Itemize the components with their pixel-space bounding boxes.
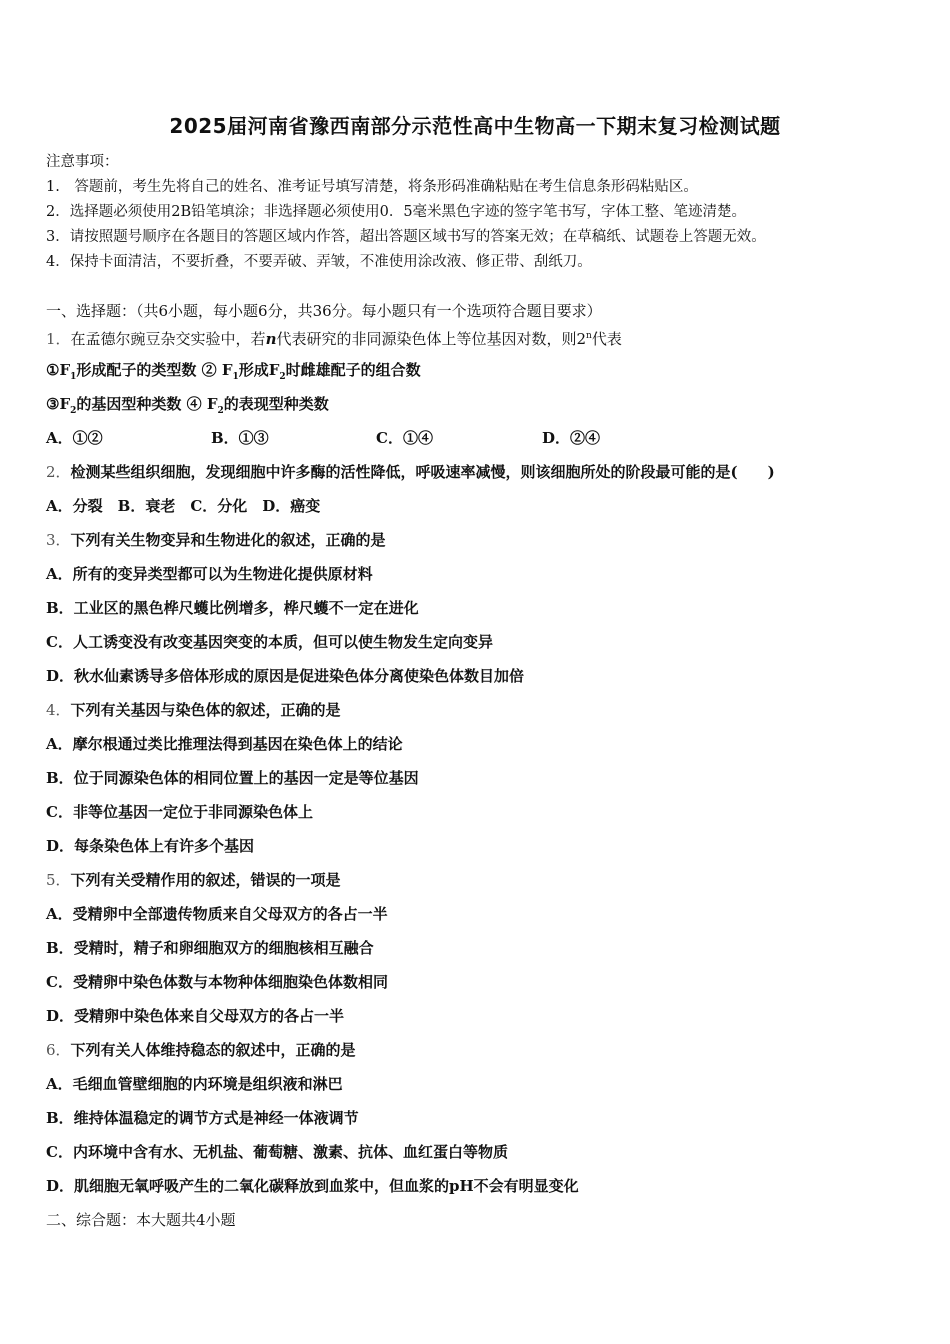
option-d[interactable]: D．每条染色体上有许多个基因: [46, 837, 255, 855]
option-c[interactable]: C．非等位基因一定位于非同源染色体上: [46, 803, 313, 821]
option-a[interactable]: A．毛细血管壁细胞的内环境是组织液和淋巴: [46, 1075, 343, 1093]
notice-item: 3．请按照题号顺序在各题目的答题区域内作答，超出答题区域书写的答案无效；在草稿纸、试题卷上答题无效。: [46, 229, 766, 245]
section-heading: 二、综合题：本大题共4小题: [46, 1211, 236, 1229]
page-title: 2025届河南省豫西南部分示范性高中生物高一下期末复习检测试题: [169, 114, 781, 138]
notice-item: 1. 答题前，考生先将自己的姓名、准考证号填写清楚，将条形码准确粘贴在考生信息条形码粘贴区。: [46, 179, 698, 195]
option-a[interactable]: A．①②: [46, 429, 103, 447]
option-d[interactable]: D．②④: [542, 429, 601, 447]
option-b[interactable]: B．工业区的黑色桦尺蠖比例增多，桦尺蠖不一定在进化: [46, 599, 419, 617]
notice-item: 2．选择题必须使用2B铅笔填涂；非选择题必须使用0．5毫米黑色字迹的签字笔书写，字体工整、笔迹清楚。: [46, 204, 747, 220]
question-5-stem: 5．下列有关受精作用的叙述，错误的一项是: [46, 871, 341, 889]
option-c[interactable]: C．内环境中含有水、无机盐、葡萄糖、激素、抗体、血红蛋白等物质: [46, 1143, 508, 1161]
question-number: 3．: [46, 531, 71, 549]
option-c[interactable]: C．人工诱变没有改变基因突变的本质，但可以使生物发生定向变异: [46, 633, 493, 651]
question-3-stem: 3．下列有关生物变异和生物进化的叙述，正确的是: [46, 531, 386, 549]
notice-item: 4．保持卡面清洁，不要折叠，不要弄破、弄皱，不准使用涂改液、修正带、刮纸刀。: [46, 254, 592, 270]
option-d[interactable]: D．肌细胞无氧呼吸产生的二氧化碳释放到血浆中，但血浆的pH不会有明显变化: [46, 1177, 579, 1195]
question-number: 4．: [46, 701, 71, 719]
question-6-stem: 6．下列有关人体维持稳态的叙述中，正确的是: [46, 1041, 356, 1059]
option-c[interactable]: C．受精卵中染色体数与本物种体细胞染色体数相同: [46, 973, 388, 991]
option-b[interactable]: B．位于同源染色体的相同位置上的基因一定是等位基因: [46, 769, 419, 787]
question-1-item: $③F_2$的基因型种类数 ④ $F_2$的表现型种类数: [46, 395, 329, 416]
question-1-options: [46, 428, 666, 448]
question-number: 1．: [46, 330, 71, 348]
question-4-stem: 4．下列有关基因与染色体的叙述，正确的是: [46, 701, 341, 719]
option-a[interactable]: A．摩尔根通过类比推理法得到基因在染色体上的结论: [46, 735, 403, 753]
notice-heading: 注意事项：: [46, 154, 119, 170]
option-c[interactable]: C．①④: [376, 429, 433, 447]
option-b[interactable]: B．维持体温稳定的调节方式是神经一体液调节: [46, 1109, 359, 1127]
option-b[interactable]: B．①③: [211, 429, 269, 447]
question-2-stem: 2．检测某些组织细胞，发现细胞中许多酶的活性降低，呼吸速率减慢，则该细胞所处的阶段最可能的是( ): [46, 463, 775, 481]
question-number: 6．: [46, 1041, 71, 1059]
option-a[interactable]: A．受精卵中全部遗传物质来自父母双方的各占一半: [46, 905, 388, 923]
question-1-item: $①F_1$形成配子的类型数 ② $F_1$形成$F_2$时雌雄配子的组合数: [46, 361, 421, 382]
question-number: 5．: [46, 871, 71, 889]
option-a[interactable]: A．所有的变异类型都可以为生物进化提供原材料: [46, 565, 373, 583]
section-heading: 一、选择题：（共6小题，每小题6分，共36分。每小题只有一个选项符合题目要求）: [46, 302, 602, 320]
question-2-options[interactable]: A．分裂 B．衰老 C．分化 D．癌变: [46, 497, 321, 515]
option-b[interactable]: B．受精时，精子和卵细胞双方的细胞核相互融合: [46, 939, 374, 957]
option-d[interactable]: D．秋水仙素诱导多倍体形成的原因是促进染色体分离使染色体数目加倍: [46, 667, 525, 685]
option-d[interactable]: D．受精卵中染色体来自父母双方的各占一半: [46, 1007, 345, 1025]
question-number: 2．: [46, 463, 71, 481]
question-1-stem: 1．在孟德尔豌豆杂交实验中，若n代表研究的非同源染色体上等位基因对数，则2$^n$代表: [46, 330, 622, 348]
